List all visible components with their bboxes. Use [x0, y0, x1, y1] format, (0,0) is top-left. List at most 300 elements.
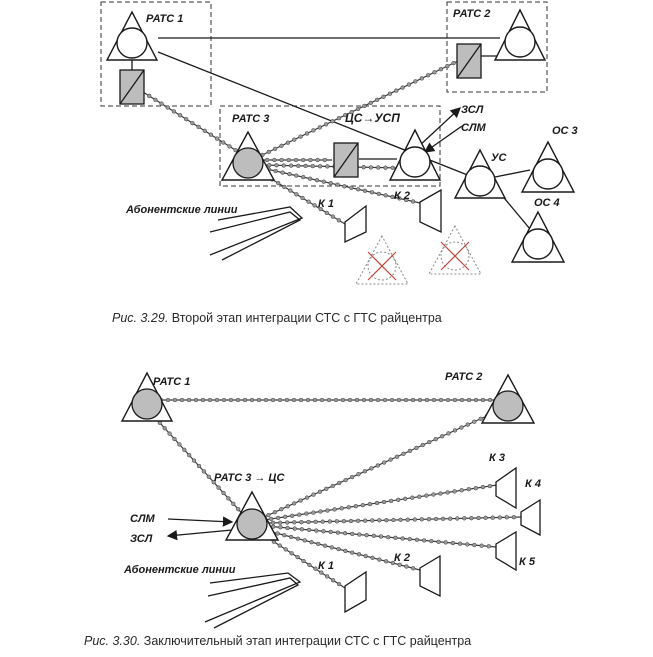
link-bead — [313, 398, 317, 402]
link-bead — [182, 448, 186, 452]
link-bead — [278, 521, 282, 525]
label2-k5: К 5 — [519, 556, 535, 568]
link-bead — [336, 531, 340, 535]
caption-3-30: Рис. 3.30. Заключительный этап интеграции СТС с ГТС райцентра — [84, 634, 472, 648]
os4-node — [512, 212, 564, 262]
link-bead — [279, 507, 283, 511]
link-bead — [222, 398, 226, 402]
link-bead — [355, 398, 359, 402]
link-bead — [307, 200, 311, 204]
link-bead — [282, 185, 286, 189]
link-bead — [363, 189, 367, 193]
link-bead — [280, 144, 284, 148]
link-bead — [434, 517, 438, 521]
link-bead — [331, 119, 335, 123]
link-bead — [414, 80, 418, 84]
link-bead — [276, 516, 280, 520]
link-bead — [358, 533, 362, 537]
label-slm-1: СЛМ — [461, 122, 486, 134]
link-us-os3 — [495, 170, 530, 177]
link-bead — [301, 196, 305, 200]
link-bead — [290, 514, 294, 518]
link-bead — [231, 502, 235, 506]
removed-node-1 — [356, 236, 408, 284]
link-bead — [448, 517, 452, 521]
link-bead — [316, 542, 320, 546]
link-bead — [368, 502, 372, 506]
link-bead — [427, 517, 431, 521]
link-bead — [294, 158, 298, 162]
link-bead — [401, 537, 405, 541]
link-bead — [229, 398, 233, 402]
link-bead — [446, 491, 450, 495]
link-bead — [498, 516, 502, 520]
link-bead — [187, 398, 191, 402]
label2-ratc3-cs: РАТС 3 → ЦС — [214, 472, 285, 484]
link-bead — [267, 163, 271, 167]
link-bead — [283, 515, 287, 519]
link-bead — [392, 518, 396, 522]
link-bead — [505, 515, 509, 519]
link-bead — [376, 464, 380, 468]
link-bead — [453, 429, 457, 433]
link-bead — [350, 475, 354, 479]
link-bead — [408, 537, 412, 541]
link-bead — [488, 484, 492, 488]
link-bead — [479, 417, 483, 421]
label-os4: ОС 4 — [534, 197, 560, 209]
subscriber-line-c — [205, 573, 300, 622]
link-bead — [154, 98, 158, 102]
link-bead — [415, 446, 419, 450]
link-bead — [197, 464, 201, 468]
link-bead — [512, 515, 516, 519]
link-bead — [312, 493, 316, 497]
link-bead — [286, 141, 290, 145]
link-bead — [312, 511, 316, 515]
link-bead — [488, 398, 492, 402]
label2-ratc2: РАТС 2 — [445, 371, 483, 383]
link-bead — [228, 145, 232, 149]
link-bead — [265, 158, 269, 162]
link-bead — [299, 398, 303, 402]
link-bead — [439, 398, 443, 402]
link-bead — [207, 475, 211, 479]
link-bead — [290, 551, 294, 555]
link-bead — [437, 540, 441, 544]
link-bead — [484, 516, 488, 520]
link-bead — [322, 529, 326, 533]
link-bead — [318, 490, 322, 494]
slm-arrow-2 — [168, 519, 232, 522]
link-bead — [411, 200, 415, 204]
figure-3-30 — [84, 371, 541, 648]
dlink2-ratc3-ratc2 — [262, 410, 500, 518]
link-bead — [294, 174, 298, 178]
label2-k2: К 2 — [394, 552, 410, 564]
link-bead — [343, 531, 347, 535]
k3-concentrator — [496, 468, 516, 508]
link-bead — [295, 192, 299, 196]
label-us: УС — [491, 152, 507, 164]
link-bead — [296, 555, 300, 559]
link-bead — [363, 519, 367, 523]
link-bead — [362, 165, 366, 169]
label2-k1: К 1 — [318, 560, 334, 572]
link-bead — [336, 183, 340, 187]
link-bead — [411, 566, 415, 570]
link-bead — [337, 116, 341, 120]
label-ratc2: РАТС 2 — [453, 8, 491, 20]
link-bead — [467, 487, 471, 491]
link-bead — [308, 563, 312, 567]
link-bead — [166, 398, 170, 402]
caption-3-29: Рис. 3.29. Второй этап интеграции СТС с ГТС райцентра — [112, 311, 442, 325]
link-bead — [329, 181, 333, 185]
link-bead — [420, 517, 424, 521]
link-bead — [460, 398, 464, 402]
k1-concentrator — [345, 206, 366, 242]
link-bead — [289, 189, 293, 193]
link-bead — [324, 487, 328, 491]
link-bead — [432, 398, 436, 402]
link-bead — [356, 187, 360, 191]
link-bead — [323, 158, 327, 162]
link-bead — [429, 539, 433, 543]
link-bead — [344, 549, 348, 553]
link-bead — [445, 64, 449, 68]
link-bead — [303, 539, 307, 543]
link-bead — [267, 150, 271, 154]
link-bead — [180, 398, 184, 402]
link-bead — [286, 504, 290, 508]
link-bead — [304, 164, 308, 168]
link-bead — [310, 540, 314, 544]
link-bead — [472, 420, 476, 424]
link-bead — [394, 536, 398, 540]
link-bead — [441, 517, 445, 521]
link-bead — [372, 534, 376, 538]
label2-k3: К 3 — [489, 452, 505, 464]
link-bead — [473, 543, 477, 547]
link-bead — [397, 398, 401, 402]
link-bead — [308, 177, 312, 181]
link-bead — [396, 498, 400, 502]
cs-usp-node — [390, 130, 440, 180]
ratc3-node — [222, 132, 274, 180]
link-bead — [323, 544, 327, 548]
link-bead — [306, 398, 310, 402]
link-bead — [422, 539, 426, 543]
link-bead — [379, 535, 383, 539]
link-bead — [305, 496, 309, 500]
link-bead — [364, 554, 368, 558]
link-bead — [439, 492, 443, 496]
link-bead — [326, 509, 330, 513]
link-bead — [324, 122, 328, 126]
label2-ratc1: РАТС 1 — [153, 376, 191, 388]
link-bead — [382, 461, 386, 465]
k4-concentrator — [521, 500, 540, 535]
link-bead — [350, 551, 354, 555]
link-bead — [281, 171, 285, 175]
label2-zsl: ЗСЛ — [130, 533, 153, 545]
link-bead — [481, 398, 485, 402]
link-bead — [460, 426, 464, 430]
link-bead — [487, 544, 491, 548]
link-bead — [406, 518, 410, 522]
link-bead — [357, 552, 361, 556]
link-bead — [168, 432, 172, 436]
link-bead — [300, 527, 304, 531]
link-bead — [337, 218, 341, 222]
link-bead — [307, 520, 311, 524]
link-bead — [271, 398, 275, 402]
link-bead — [269, 517, 273, 521]
link-bead — [390, 398, 394, 402]
link-bead — [147, 94, 151, 98]
link-bead — [383, 398, 387, 402]
link-bead — [273, 147, 277, 151]
link-bead — [222, 491, 226, 495]
link-bead — [292, 502, 296, 506]
label2-k4: К 4 — [525, 478, 541, 490]
link-bead — [289, 164, 293, 168]
link-bead — [178, 443, 182, 447]
link-bead — [289, 535, 293, 539]
link-bead — [271, 521, 275, 525]
link-bead — [386, 535, 390, 539]
link-bead — [362, 398, 366, 402]
link-bead — [285, 521, 289, 525]
link-bead — [334, 398, 338, 402]
link-bead — [401, 86, 405, 90]
link-bead — [453, 398, 457, 402]
link-bead — [356, 519, 360, 523]
link-bead — [337, 582, 341, 586]
link-bead — [320, 398, 324, 402]
link-bead — [274, 169, 278, 173]
link-bead — [187, 453, 191, 457]
link-bead — [276, 181, 280, 185]
link-bead — [402, 452, 406, 456]
link-bead — [302, 559, 306, 563]
link-bead — [384, 194, 388, 198]
link-bead — [388, 92, 392, 96]
link-bead — [440, 434, 444, 438]
link-bead — [434, 437, 438, 441]
link-bead — [427, 440, 431, 444]
link-bead — [318, 126, 322, 130]
label-ratc3: РАТС 3 — [232, 113, 270, 125]
link-bead — [349, 519, 353, 523]
link-bead — [243, 398, 247, 402]
link-bead — [350, 532, 354, 536]
link-bead — [178, 113, 182, 117]
link-bead — [305, 512, 309, 516]
link-bead — [363, 469, 367, 473]
link-bead — [292, 520, 296, 524]
link-bead — [460, 488, 464, 492]
link-bead — [453, 490, 457, 494]
link-bead — [292, 138, 296, 142]
label-zsl-1: ЗСЛ — [461, 104, 484, 116]
link-bead — [326, 165, 330, 169]
ratc2-node — [495, 10, 545, 60]
link-bead — [491, 516, 495, 520]
digital-links-2 — [147, 398, 521, 588]
link-bead — [284, 548, 288, 552]
link-bead — [282, 164, 286, 168]
link-bead — [299, 499, 303, 503]
link-bead — [325, 575, 329, 579]
link-bead — [343, 184, 347, 188]
link-bead — [278, 398, 282, 402]
link-bead — [377, 558, 381, 562]
link-bead — [389, 499, 393, 503]
label-cs-usp: ЦС→УСП — [345, 111, 400, 125]
link-bead — [349, 186, 353, 190]
link-bead — [344, 478, 348, 482]
link-bead — [415, 538, 419, 542]
link-bead — [315, 178, 319, 182]
link-bead — [399, 518, 403, 522]
link-bead — [391, 166, 395, 170]
label2-subscriber-lines: Абонентские линии — [124, 564, 236, 576]
link-bead — [384, 559, 388, 563]
link-bead — [236, 398, 240, 402]
link-bead — [163, 426, 167, 430]
link-bead — [425, 494, 429, 498]
link-bead — [377, 192, 381, 196]
k5-concentrator — [496, 532, 516, 570]
link-bead — [337, 481, 341, 485]
link-bead — [348, 398, 352, 402]
link-bead — [474, 398, 478, 402]
link-bead — [215, 398, 219, 402]
link-bead — [257, 398, 261, 402]
link-bead — [286, 526, 290, 530]
label-os3: ОС 3 — [552, 125, 578, 137]
k1-concentrator-2 — [345, 572, 366, 612]
link-bead — [166, 106, 170, 110]
link-bead — [375, 98, 379, 102]
link-bead — [451, 541, 455, 545]
link-bead — [264, 398, 268, 402]
link-bead — [328, 520, 332, 524]
link-bead — [376, 166, 380, 170]
link-bead — [433, 70, 437, 74]
link-bead — [184, 117, 188, 121]
link-bead — [370, 190, 374, 194]
link-bead — [331, 578, 335, 582]
k2-concentrator — [420, 190, 441, 232]
link-bead — [278, 544, 282, 548]
link-bead — [173, 437, 177, 441]
link-bead — [340, 506, 344, 510]
link-bead — [314, 567, 318, 571]
link-bead — [325, 211, 329, 215]
link-bead — [452, 61, 456, 65]
link-bead — [275, 163, 279, 167]
link-bead — [203, 129, 207, 133]
link-bead — [297, 513, 301, 517]
link-bead — [301, 158, 305, 162]
link-bead — [311, 164, 315, 168]
link-bead — [481, 485, 485, 489]
link-bead — [371, 556, 375, 560]
link-bead — [369, 398, 373, 402]
link-bead — [296, 164, 300, 168]
link-bead — [411, 398, 415, 402]
link-bead — [385, 518, 389, 522]
label2-slm: СЛМ — [130, 513, 155, 525]
link-bead — [347, 505, 351, 509]
link-bead — [363, 104, 367, 108]
link-bead — [447, 432, 451, 436]
link-bead — [313, 204, 317, 208]
label-subscriber-lines-1: Абонентские линии — [126, 204, 238, 216]
link-bead — [305, 132, 309, 136]
link-bead — [395, 455, 399, 459]
link-bead — [335, 519, 339, 523]
link-bead — [236, 507, 240, 511]
removed-node-2 — [429, 226, 481, 274]
os3-node — [522, 142, 574, 192]
link-bead — [250, 398, 254, 402]
label-k2-1: К 2 — [394, 190, 410, 202]
link-bead — [357, 472, 361, 476]
subscriber-line-d — [208, 578, 298, 628]
zsl-arrow — [418, 108, 460, 147]
link-bead — [299, 135, 303, 139]
label-ratc1: РАТС 1 — [146, 13, 184, 25]
link-bead — [370, 519, 374, 523]
link-bead — [417, 495, 421, 499]
link-bead — [477, 516, 481, 520]
link-bead — [279, 525, 283, 529]
link-bead — [215, 137, 219, 141]
zsl-arrow-2 — [168, 530, 232, 536]
link-bead — [319, 510, 323, 514]
link-bead — [318, 164, 322, 168]
link-bead — [287, 158, 291, 162]
link-bead — [276, 532, 280, 536]
link-bead — [369, 166, 373, 170]
link-bead — [407, 83, 411, 87]
link-bead — [375, 501, 379, 505]
link-bead — [322, 180, 326, 184]
link-bead — [446, 398, 450, 402]
link-bead — [466, 423, 470, 427]
link-bead — [227, 497, 231, 501]
link-bead — [192, 459, 196, 463]
link-bead — [470, 516, 474, 520]
beads-2 — [152, 398, 516, 586]
link-bead — [160, 102, 164, 106]
link-bead — [465, 543, 469, 547]
link-bead — [267, 513, 271, 517]
link-bead — [191, 121, 195, 125]
link-bead — [173, 398, 177, 402]
link-bead — [301, 175, 305, 179]
link-bead — [208, 398, 212, 402]
link-bead — [293, 527, 297, 531]
link-bead — [384, 166, 388, 170]
link-bead — [413, 518, 417, 522]
link-bead — [394, 89, 398, 93]
link-bead — [354, 504, 358, 508]
